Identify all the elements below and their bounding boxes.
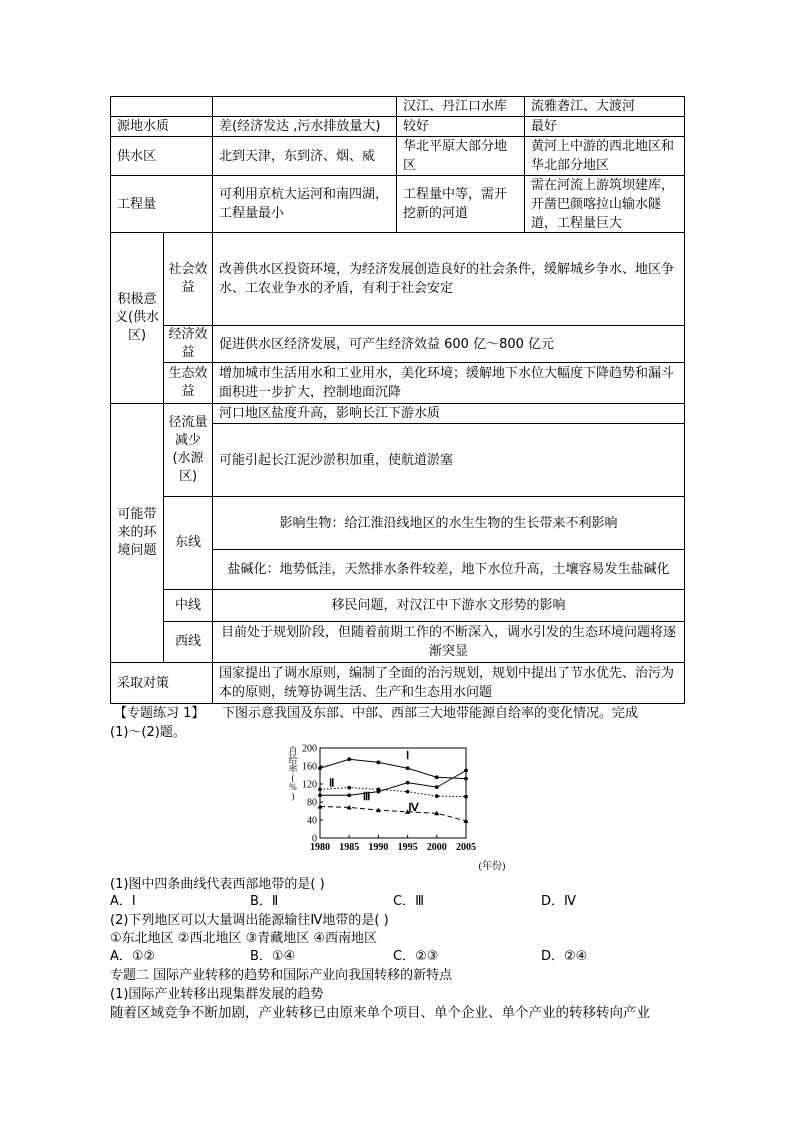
q2-option-c: C．②③ [393, 949, 439, 964]
data-point [406, 790, 410, 794]
q1-option-a: A．Ⅰ [110, 894, 136, 909]
y-tick-label: 0 [312, 833, 317, 845]
q1-option-b: B．Ⅱ [250, 894, 279, 909]
data-point [347, 793, 351, 797]
east-line-issue-biology: 影响生物：给江淮沿线地区的水生生物的生长带来不利影响 [212, 496, 685, 550]
table-header-empty-1 [110, 96, 213, 117]
engineering-east: 可利用京杭大运河和南四湖，工程量最小 [212, 175, 397, 233]
y-tick-label: 160 [302, 761, 317, 773]
supply-area-middle: 华北平原大部分地区 [396, 136, 525, 176]
positive-label-cell [110, 232, 164, 404]
measures-text: 国家提出了调水原则，编制了全面的治污规划，规划中提出了节水优先、治污为本的原则，统筹协调生活、生产和生态用水问题 [212, 662, 685, 704]
data-point [347, 757, 351, 761]
source-quality-west: 最好 [524, 116, 685, 137]
economic-label-cell [163, 325, 213, 363]
y-axis-label-char: % [289, 782, 297, 792]
y-axis-label-char: 给 [288, 755, 298, 765]
q1-option-c: C．Ⅲ [393, 894, 425, 909]
question-1: (1)图中四条曲线代表西部地带的是( ) [110, 877, 325, 892]
question-2-items: ①东北地区 ②西北地区 ③青藏地区 ④西南地区 [110, 931, 378, 946]
x-tick-label: 1995 [397, 842, 418, 853]
x-tick-label: 1980 [310, 842, 330, 853]
runoff-reduction-label: 径流量减少(水源区) [168, 415, 208, 484]
chart-series-group [318, 750, 469, 823]
y-axis-label-char: 自 [288, 746, 298, 756]
middle-line-label-cell [163, 589, 213, 622]
source-quality-east: 差(经济发达 ,污水排放量大) [212, 116, 397, 137]
engineering-middle: 工程量中等，需开挖新的河道 [396, 175, 525, 233]
economic-benefit-text: 促进供水区经济发展，可产生经济效益 600 亿～800 亿元 [212, 325, 685, 363]
runoff-issue-salinity: 河口地区盐度升高，影响长江下游水质 [212, 403, 685, 424]
series-label: Ⅱ [328, 777, 335, 790]
y-tick-label: 120 [302, 779, 317, 791]
economic-benefit-label: 经济效益 [168, 327, 208, 360]
data-point [318, 766, 322, 770]
data-point [347, 786, 351, 790]
series-label: Ⅲ [362, 791, 371, 804]
y-axis-label-char: 率 [288, 764, 298, 774]
west-line-label: 西线 [174, 634, 201, 649]
x-tick-label: 2005 [456, 842, 476, 853]
series-label: Ⅰ [405, 749, 410, 762]
source-quality-middle: 较好 [396, 116, 525, 137]
table-header-west-line: 流雅砻江、大渡河 [524, 96, 685, 117]
social-benefit-label: 社会效益 [168, 262, 208, 295]
data-point [435, 794, 439, 798]
west-line-issue: 目前处于规划阶段，但随着前期工作的不断深入，调水引发的生态环境问题将逐渐突显 [212, 621, 685, 663]
section-2-subtitle: (1)国际产业转移出现集群发展的趋势 [110, 987, 324, 1002]
y-tick-label: 40 [307, 815, 317, 827]
x-tick-label: 1985 [339, 842, 360, 853]
row-label-measures: 采取对策 [110, 662, 213, 704]
exercise-intro-cont: (1)～(2)题。 [110, 725, 186, 740]
data-point [464, 795, 468, 799]
q2-option-b: B．①④ [250, 949, 296, 964]
table-header-middle-line: 汉江、丹江口水库 [396, 96, 525, 117]
east-line-label-cell [163, 496, 213, 590]
social-label-cell [163, 232, 213, 326]
data-point [318, 793, 322, 797]
series-line-3 [320, 771, 466, 796]
runoff-label-cell [163, 403, 213, 497]
ecological-benefit-text: 增加城市生活用水和工业用水，美化环境；缓解地下水位大幅度下降趋势和漏斗面积进一步扩大，控制地面沉降 [212, 362, 685, 404]
question-2: (2)下列地区可以大量调出能源输往Ⅳ地带的是( ) [110, 913, 389, 928]
y-axis-label-char: ( [291, 773, 295, 783]
chart-axes [302, 744, 476, 854]
social-benefit-text: 改善供水区投资环境，为经济发展创造良好的社会条件，缓解城乡争水、地区争水、工农业争水的矛盾，有利于社会安定 [212, 232, 685, 326]
row-label-engineering: 工程量 [110, 175, 213, 233]
q1-option-d: D．Ⅳ [541, 894, 577, 909]
series-line-4 [320, 807, 466, 821]
engineering-west: 需在河流上游筑坝建库，开凿巴颜喀拉山输水隧道，工程量巨大 [524, 175, 685, 233]
data-point [377, 761, 381, 765]
y-axis-label [288, 745, 297, 801]
row-label-supply-area: 供水区 [110, 136, 213, 176]
data-point [377, 790, 381, 794]
data-point [318, 788, 322, 792]
positive-significance-label: 积极意义(供水区) [114, 292, 160, 343]
ecological-benefit-label: 生态效益 [168, 366, 208, 399]
east-line-label: 东线 [174, 535, 201, 550]
middle-line-issue: 移民问题，对汉江中下游水文形势的影响 [212, 589, 685, 622]
series-line-1 [320, 759, 466, 778]
y-tick-label: 80 [307, 797, 317, 809]
q2-option-d: D．②④ [541, 949, 588, 964]
table-header-empty-2 [212, 96, 397, 117]
east-line-issue-salinization: 盐碱化：地势低洼，天然排水条件较差，地下水位升高，土壤容易发生盐碱化 [212, 549, 685, 590]
data-point [435, 785, 439, 789]
data-point [464, 769, 468, 773]
q2-option-a: A．①② [110, 949, 156, 964]
env-issues-label-cell [110, 403, 164, 663]
ecological-label-cell [163, 362, 213, 404]
env-issues-label: 可能带来的环境问题 [117, 507, 157, 558]
y-axis-label-char: ) [291, 791, 295, 801]
section-2-title: 专题二 国际产业转移的趋势和国际产业向我国转移的新特点 [110, 968, 453, 983]
section-2-text: 随着区域竞争不断加剧，产业转移已由原来单个项目、单个企业、单个产业的转移转向产业 [110, 1005, 650, 1021]
data-point [435, 775, 439, 779]
supply-area-east: 北到天津，东到济、烟、威 [212, 136, 397, 176]
x-tick-label: 1990 [368, 842, 389, 853]
supply-area-west: 黄河上中游的西北地区和华北部分地区 [524, 136, 685, 176]
row-label-source-quality: 源地水质 [110, 116, 213, 137]
energy-self-sufficiency-chart [282, 742, 506, 872]
series-label: Ⅳ [408, 802, 419, 814]
x-axis-label: (年份) [478, 861, 506, 872]
runoff-issue-sediment: 可能引起长江泥沙淤积加重，使航道淤塞 [212, 423, 685, 497]
data-point [464, 777, 468, 781]
exercise-intro: 下图示意我国及东部、中部、西部三大地带能源自给率的变化情况。完成 [222, 706, 639, 721]
x-tick-label: 2000 [426, 842, 447, 853]
exercise-title: 【专题练习 1】 [114, 706, 205, 721]
data-point [406, 781, 410, 785]
west-line-label-cell [163, 621, 213, 663]
middle-line-label: 中线 [174, 597, 201, 613]
y-tick-label: 200 [302, 743, 317, 755]
data-point [406, 766, 410, 770]
